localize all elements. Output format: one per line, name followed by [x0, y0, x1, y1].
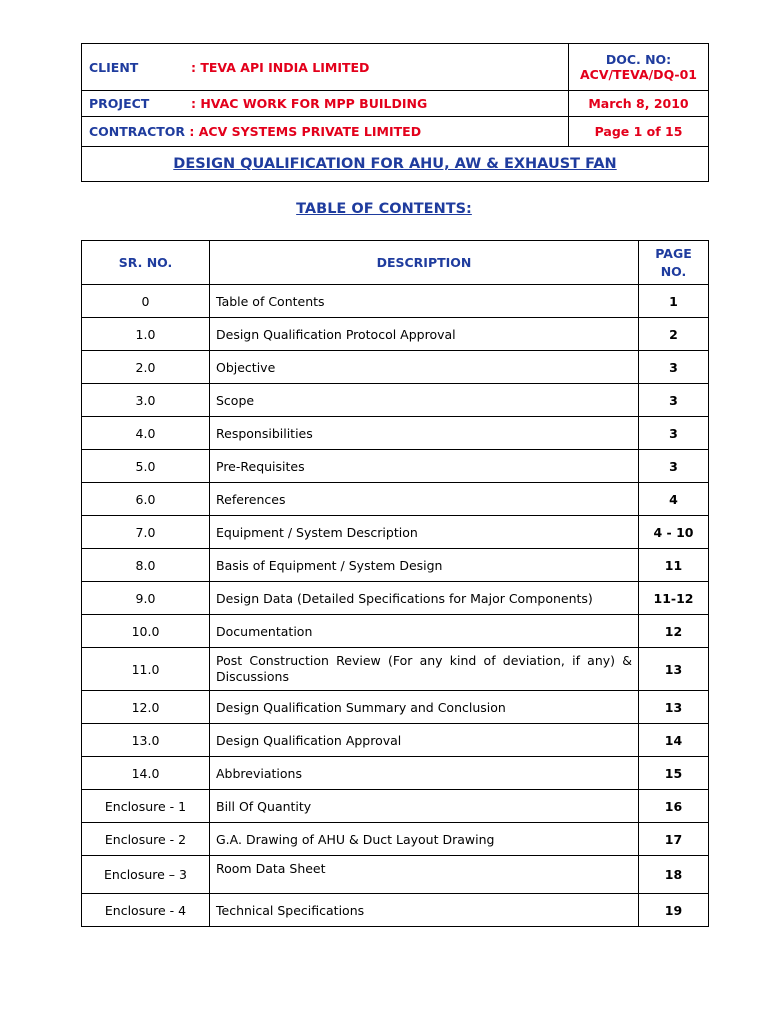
table-row	[82, 582, 709, 615]
row-sr-no: 0	[82, 285, 210, 318]
row-description: Responsibilities	[210, 417, 639, 450]
doc-no-value: ACV/TEVA/DQ-01	[579, 67, 698, 82]
contractor-label: CONTRACTOR	[89, 124, 186, 139]
client-label: CLIENT	[89, 59, 139, 75]
table-row	[82, 417, 709, 450]
date-cell: March 8, 2010	[569, 91, 709, 117]
row-description: Scope	[210, 384, 639, 417]
row-sr-no: Enclosure - 4	[82, 894, 210, 927]
table-row	[82, 615, 709, 648]
table-row	[82, 894, 709, 927]
col-page-header-line2: NO.	[660, 263, 687, 279]
row-page-no: 4	[639, 483, 709, 516]
row-description: Equipment / System Description	[210, 516, 639, 549]
row-sr-no: 12.0	[82, 691, 210, 724]
page-cell: Page 1 of 15	[569, 117, 709, 147]
row-description: Design Qualification Protocol Approval	[210, 318, 639, 351]
table-row	[82, 724, 709, 757]
row-description: Pre-Requisites	[210, 450, 639, 483]
row-description: Table of Contents	[210, 285, 639, 318]
row-page-no: 11-12	[639, 582, 709, 615]
row-sr-no: 4.0	[82, 417, 210, 450]
table-row	[82, 351, 709, 384]
table-row	[82, 285, 709, 318]
row-sr-no: 9.0	[82, 582, 210, 615]
row-description: References	[210, 483, 639, 516]
doc-no-cell	[569, 44, 709, 91]
table-row	[82, 450, 709, 483]
row-page-no: 3	[639, 417, 709, 450]
row-description: Post Construction Review (For any kind of deviation, if any) & Discussions	[210, 648, 639, 691]
table-row	[82, 856, 709, 894]
row-page-no: 1	[639, 285, 709, 318]
row-sr-no: Enclosure - 1	[82, 790, 210, 823]
row-page-no: 15	[639, 757, 709, 790]
col-page-header-line1: PAGE	[655, 245, 692, 261]
row-page-no: 2	[639, 318, 709, 351]
row-page-no: 4 - 10	[639, 516, 709, 549]
document-title: DESIGN QUALIFICATION FOR AHU, AW & EXHAUST FAN	[82, 147, 709, 182]
row-page-no: 16	[639, 790, 709, 823]
row-sr-no: 10.0	[82, 615, 210, 648]
project-cell	[82, 91, 569, 117]
row-sr-no: 6.0	[82, 483, 210, 516]
row-description: Design Data (Detailed Specifications for Major Components)	[210, 582, 639, 615]
row-page-no: 12	[639, 615, 709, 648]
row-page-no: 13	[639, 691, 709, 724]
row-sr-no: 11.0	[82, 648, 210, 691]
doc-no-label: DOC. NO:	[605, 52, 672, 67]
row-page-no: 19	[639, 894, 709, 927]
row-sr-no: 7.0	[82, 516, 210, 549]
col-sr-header: SR. NO.	[82, 241, 210, 285]
row-sr-no: 14.0	[82, 757, 210, 790]
toc-heading: TABLE OF CONTENTS:	[296, 201, 472, 217]
row-sr-no: 3.0	[82, 384, 210, 417]
table-row	[82, 549, 709, 582]
col-desc-header: DESCRIPTION	[210, 241, 639, 285]
row-sr-no: 8.0	[82, 549, 210, 582]
row-description: Bill Of Quantity	[210, 790, 639, 823]
row-description: Design Qualification Summary and Conclusion	[210, 691, 639, 724]
toc-table	[81, 240, 709, 927]
row-sr-no: 2.0	[82, 351, 210, 384]
table-row	[82, 648, 709, 691]
client-value: : TEVA API INDIA LIMITED	[191, 59, 370, 75]
table-row	[82, 823, 709, 856]
project-label: PROJECT	[89, 96, 150, 111]
project-value: : HVAC WORK FOR MPP BUILDING	[191, 96, 428, 111]
row-page-no: 11	[639, 549, 709, 582]
row-page-no: 17	[639, 823, 709, 856]
row-page-no: 18	[639, 856, 709, 894]
row-page-no: 13	[639, 648, 709, 691]
row-sr-no: Enclosure – 3	[82, 856, 210, 894]
row-description: G.A. Drawing of AHU & Duct Layout Drawing	[210, 823, 639, 856]
contractor-value: : ACV SYSTEMS PRIVATE LIMITED	[189, 124, 422, 139]
row-description: Room Data Sheet	[210, 856, 639, 894]
row-page-no: 14	[639, 724, 709, 757]
row-description: Technical Specifications	[210, 894, 639, 927]
table-row	[82, 757, 709, 790]
document-header	[81, 43, 709, 182]
table-row	[82, 691, 709, 724]
row-sr-no: 1.0	[82, 318, 210, 351]
row-sr-no: 5.0	[82, 450, 210, 483]
row-description: Basis of Equipment / System Design	[210, 549, 639, 582]
row-page-no: 3	[639, 351, 709, 384]
row-page-no: 3	[639, 384, 709, 417]
table-row	[82, 318, 709, 351]
table-row	[82, 483, 709, 516]
table-row	[82, 384, 709, 417]
row-sr-no: Enclosure - 2	[82, 823, 210, 856]
col-page-header	[639, 241, 709, 285]
row-sr-no: 13.0	[82, 724, 210, 757]
row-page-no: 3	[639, 450, 709, 483]
client-cell	[82, 44, 569, 91]
row-description: Objective	[210, 351, 639, 384]
contractor-cell	[82, 117, 569, 147]
table-row	[82, 790, 709, 823]
table-row	[82, 516, 709, 549]
row-description: Design Qualification Approval	[210, 724, 639, 757]
row-description: Documentation	[210, 615, 639, 648]
row-description: Abbreviations	[210, 757, 639, 790]
